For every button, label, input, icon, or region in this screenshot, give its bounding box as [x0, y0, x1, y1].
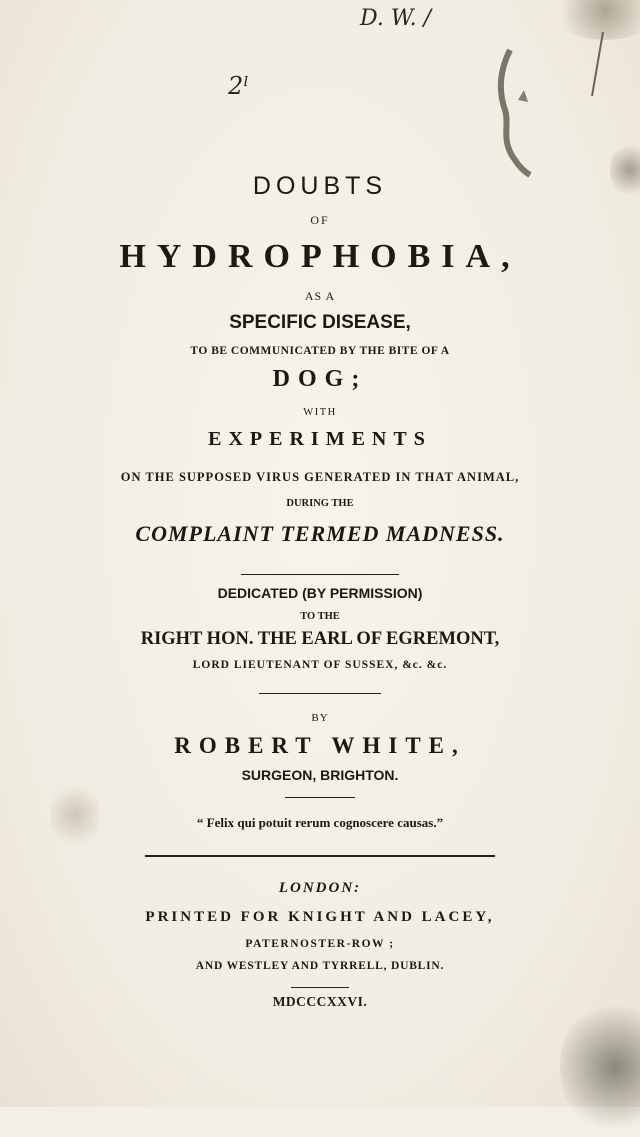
divider-4	[145, 855, 495, 857]
divider-3	[285, 797, 355, 798]
subtitle-during-the: DURING THE	[286, 498, 354, 509]
dedicatee-title: LORD LIEUTENANT OF SUSSEX, &c. &c.	[192, 659, 448, 671]
title-of: OF	[310, 213, 330, 227]
subtitle-supposed-virus: ON THE SUPPOSED VIRUS GENERATED IN THAT ANIMAL,	[120, 470, 520, 484]
subtitle-dog: DOG;	[272, 366, 368, 392]
subtitle-with: WITH	[303, 407, 337, 418]
divider-1	[241, 574, 399, 575]
dedicatee-name: RIGHT HON. THE EARL OF EGREMONT,	[140, 629, 500, 649]
divider-2	[259, 693, 381, 694]
title-hydrophobia: HYDROPHOBIA,	[119, 238, 521, 275]
imprint-also: AND WESTLEY AND TYRRELL, DUBLIN.	[195, 960, 445, 972]
handwritten-note: 2ˡ	[228, 72, 250, 100]
subtitle-experiments: EXPERIMENTS	[208, 428, 432, 450]
paper-stain-bottom-right	[560, 997, 640, 1137]
subtitle-as-a: AS A	[304, 289, 336, 303]
imprint-printed-for: PRINTED FOR KNIGHT AND LACEY,	[145, 909, 495, 925]
latin-motto: “ Felix qui potuit rerum cognoscere causas.”	[196, 815, 444, 830]
title-doubts: DOUBTS	[252, 172, 388, 200]
imprint-street: PATERNOSTER-ROW ;	[245, 938, 395, 950]
author-name: ROBERT WHITE,	[174, 733, 466, 758]
subtitle-specific-disease: SPECIFIC DISEASE,	[229, 312, 411, 333]
dedication-line: DEDICATED (BY PERMISSION)	[217, 585, 423, 601]
pencil-stroke-icon	[588, 30, 608, 100]
ink-blot-icon	[470, 40, 540, 180]
imprint-city: LONDON:	[278, 880, 362, 896]
author-title: SURGEON, BRIGHTON.	[241, 767, 399, 783]
divider-5	[291, 987, 349, 988]
publication-date: MDCCCXXVI.	[272, 994, 368, 1009]
handwritten-shelfmark: D. W. /	[360, 6, 432, 31]
dedication-to-the: TO THE	[300, 611, 340, 622]
subtitle-communicated: TO BE COMMUNICATED BY THE BITE OF A	[190, 345, 450, 357]
by-line: BY	[311, 712, 329, 724]
subtitle-complaint: COMPLAINT TERMED MADNESS.	[135, 521, 505, 546]
